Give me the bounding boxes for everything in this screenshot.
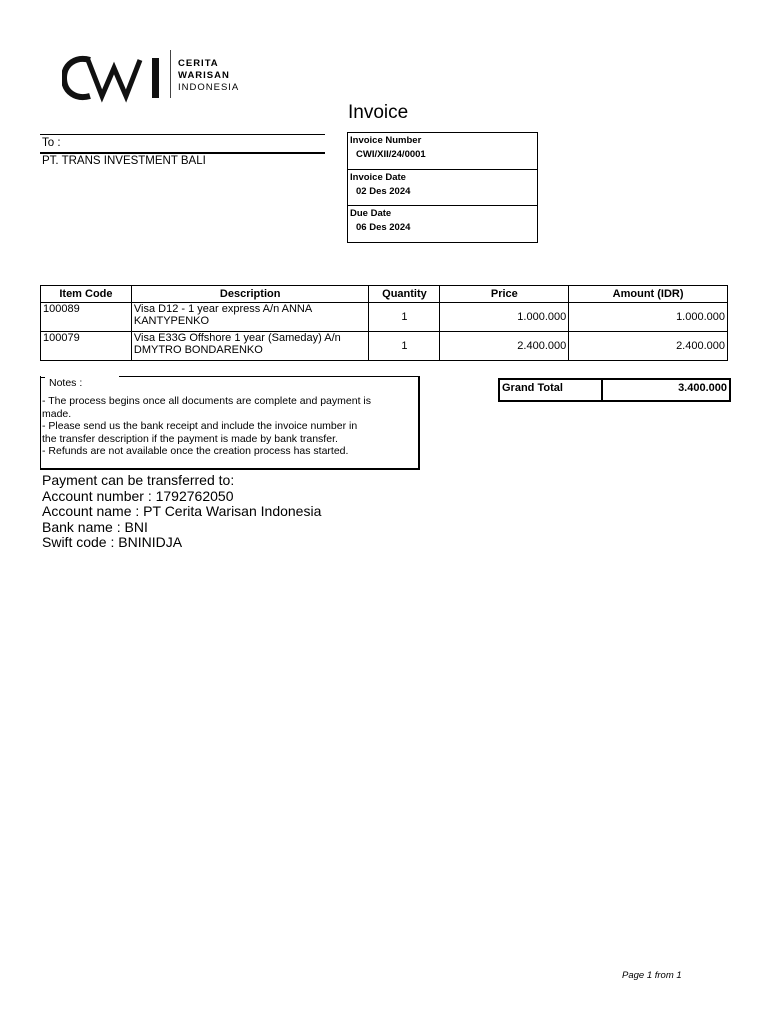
page-title: Invoice: [348, 102, 409, 123]
header-quantity: Quantity: [369, 286, 440, 303]
logo-divider: [170, 50, 171, 98]
notes-line: - Please send us the bank receipt and include the invoice number in: [42, 420, 358, 432]
table-row: [41, 303, 728, 332]
invoice-date-value: 02 Des 2024: [356, 186, 411, 197]
invoice-number-label: Invoice Number: [350, 135, 422, 146]
notes-line: the transfer description if the payment is made by bank transfer.: [42, 432, 338, 445]
description-line: Visa D12 - 1 year express A/n ANNA: [133, 303, 313, 315]
to-top-rule: [40, 134, 325, 135]
notes-box: [40, 376, 420, 470]
page-number: Page 1 from 1: [622, 970, 682, 981]
items-table: [40, 285, 728, 361]
swift-code: Swift code : BNINIDJA: [42, 534, 183, 551]
logo-line-cerita: CERITA: [178, 58, 219, 69]
payment-info: [42, 473, 321, 551]
invoice-number-row: [348, 133, 537, 169]
notes-border-corner: [41, 377, 45, 378]
price-cell: 2.400.000: [440, 332, 569, 361]
header-item-code: Item Code: [41, 286, 132, 303]
amount-cell: 1.000.000: [569, 303, 728, 332]
notes-title: Notes :: [49, 377, 83, 389]
invoice-date-row: [348, 169, 537, 206]
description-line: KANTYPENKO: [133, 315, 210, 327]
price-cell: 1.000.000: [440, 303, 569, 332]
to-mid-rule: [40, 152, 325, 154]
due-date-row: [348, 205, 537, 242]
account-number: Account number : 1792762050: [42, 487, 234, 504]
item-code-cell: 100089: [41, 303, 132, 332]
description-line: DMYTRO BONDARENKO: [133, 344, 263, 356]
grand-total-label: Grand Total: [502, 382, 563, 394]
notes-line: - Refunds are not available once the creation process has started.: [42, 445, 349, 457]
grand-total-label-cell: [498, 378, 602, 402]
company-logo: [62, 48, 242, 104]
account-name: Account name : PT Cerita Warisan Indonesia: [42, 503, 322, 520]
invoice-info-box: [347, 132, 538, 243]
logo-wordmark: [178, 58, 239, 94]
item-code-cell: 100079: [41, 332, 132, 361]
grand-total-value: 3.400.000: [678, 382, 727, 394]
notes-body: [42, 395, 416, 458]
description-cell: [131, 332, 369, 361]
header-amount: Amount (IDR): [569, 286, 728, 303]
cwi-logo-mark-icon: [62, 52, 168, 104]
header-price: Price: [440, 286, 569, 303]
due-date-value: 06 Des 2024: [356, 222, 411, 233]
to-recipient: PT. TRANS INVESTMENT BALI: [42, 155, 206, 167]
quantity-cell: 1: [369, 332, 440, 361]
quantity-cell: 1: [369, 303, 440, 332]
description-line: Visa E33G Offshore 1 year (Sameday) A/n: [133, 332, 341, 344]
notes-line: - The process begins once all documents are complete and payment is: [42, 395, 371, 407]
invoice-number-value: CWI/XII/24/0001: [356, 149, 426, 160]
to-label: To :: [42, 137, 61, 149]
table-header-row: [41, 286, 728, 303]
payment-intro: Payment can be transferred to:: [42, 472, 235, 488]
notes-line: made.: [42, 407, 72, 420]
grand-total-value-cell: [601, 378, 731, 402]
invoice-date-label: Invoice Date: [350, 172, 406, 183]
logo-line-warisan: WARISAN: [178, 70, 230, 81]
due-date-label: Due Date: [350, 208, 392, 219]
table-row: [41, 332, 728, 361]
amount-cell: 2.400.000: [569, 332, 728, 361]
header-description: Description: [131, 286, 369, 303]
bank-name: Bank name : BNI: [42, 518, 148, 535]
description-cell: [131, 303, 369, 332]
logo-line-indonesia: INDONESIA: [178, 82, 240, 93]
